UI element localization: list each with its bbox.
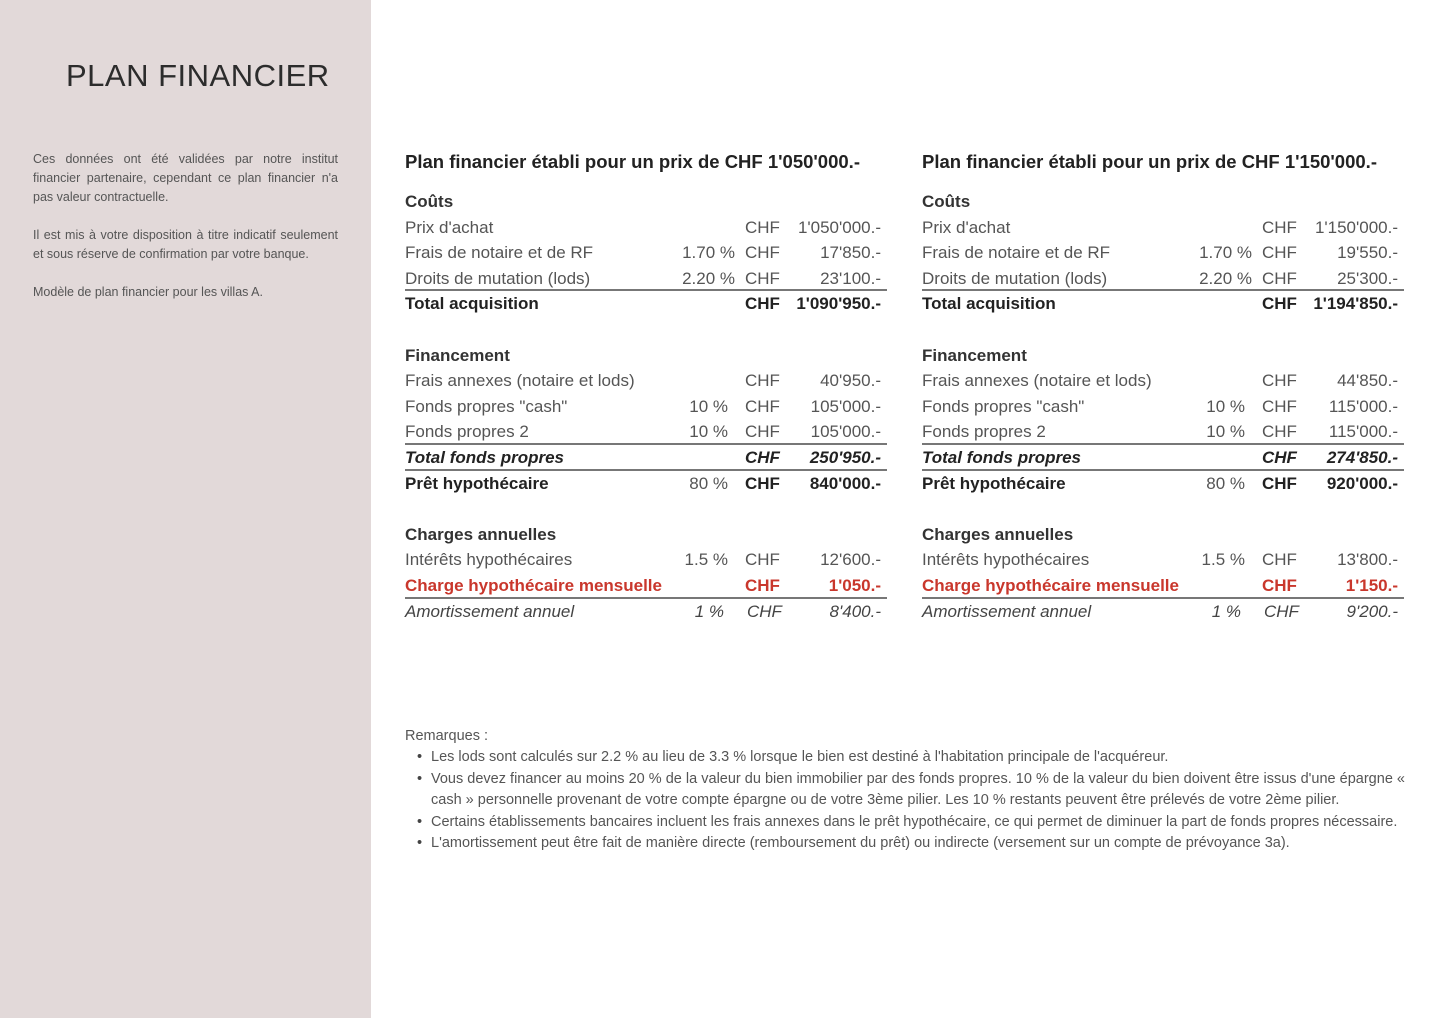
row-percent: 80 % bbox=[689, 473, 728, 493]
row-fonds-propres-cash bbox=[405, 394, 887, 420]
row-total-fonds-propres bbox=[405, 445, 887, 471]
row-amount: 274'850.- bbox=[1326, 447, 1398, 467]
row-currency: CHF bbox=[745, 371, 780, 391]
row-droits-mutation bbox=[405, 266, 887, 292]
row-amount: 840'000.- bbox=[809, 473, 881, 493]
row-amount: 250'950.- bbox=[809, 447, 881, 467]
row-amount: 1'150.- bbox=[1345, 575, 1398, 595]
row-percent: 1 % bbox=[694, 601, 724, 621]
plan-title: Plan financier établi pour un prix de CHF 1'050'000.- bbox=[405, 151, 860, 172]
remark-item: • Les lods sont calculés sur 2.2 % au lieu de 3.3 % lorsque le bien est destiné à l'habitation principale de l'acquéreur. bbox=[431, 747, 1405, 768]
row-total-acquisition bbox=[922, 291, 1404, 317]
row-frais-annexes bbox=[405, 368, 887, 394]
row-amount: 19'550.- bbox=[1337, 243, 1398, 263]
row-amortissement bbox=[922, 599, 1404, 625]
row-percent: 1.70 % bbox=[1199, 243, 1252, 263]
row-frais-notaire bbox=[405, 240, 887, 266]
remarks-list bbox=[405, 747, 1405, 854]
row-fonds-propres-2 bbox=[922, 419, 1404, 445]
row-label: Intérêts hypothécaires bbox=[922, 550, 1090, 570]
row-amount: 23'100.- bbox=[820, 268, 881, 288]
remark-item: • Certains établissements bancaires incluent les frais annexes dans le prêt hypothécaire, ce qui permet de diminuer la part de fonds propres nécessaire. bbox=[431, 812, 1405, 833]
row-label: Total acquisition bbox=[405, 294, 539, 314]
row-total-acquisition bbox=[405, 291, 887, 317]
row-currency: CHF bbox=[1262, 268, 1297, 288]
row-currency: CHF bbox=[745, 243, 780, 263]
row-label: Prêt hypothécaire bbox=[922, 473, 1066, 493]
row-amount: 1'090'950.- bbox=[796, 294, 881, 314]
row-currency: CHF bbox=[745, 268, 780, 288]
section-couts-heading: Coûts bbox=[922, 192, 971, 211]
row-currency: CHF bbox=[745, 422, 780, 442]
row-amount: 1'050.- bbox=[828, 575, 881, 595]
row-label: Frais de notaire et de RF bbox=[922, 243, 1111, 263]
row-currency: CHF bbox=[1262, 473, 1297, 493]
row-currency: CHF bbox=[745, 447, 780, 467]
row-label: Total fonds propres bbox=[405, 447, 564, 467]
section-financement-heading: Financement bbox=[922, 345, 1027, 365]
row-amount: 25'300.- bbox=[1337, 268, 1398, 288]
row-label: Prêt hypothécaire bbox=[405, 473, 549, 493]
row-currency: CHF bbox=[1264, 601, 1299, 621]
row-currency: CHF bbox=[1262, 217, 1297, 237]
row-percent: 80 % bbox=[1206, 473, 1245, 493]
row-label: Total fonds propres bbox=[922, 447, 1081, 467]
row-amount: 9'200.- bbox=[1346, 601, 1398, 621]
row-label: Fonds propres "cash" bbox=[405, 396, 568, 416]
row-percent: 10 % bbox=[689, 396, 728, 416]
row-label: Prix d'achat bbox=[922, 217, 1011, 237]
row-prix-achat bbox=[922, 215, 1404, 241]
row-interets bbox=[405, 547, 887, 573]
row-amount: 13'800.- bbox=[1337, 550, 1398, 570]
row-frais-notaire bbox=[922, 240, 1404, 266]
row-currency: CHF bbox=[1262, 575, 1297, 595]
row-percent: 1.70 % bbox=[682, 243, 735, 263]
row-currency: CHF bbox=[1262, 371, 1297, 391]
row-amount: 1'150'000.- bbox=[1314, 217, 1398, 237]
row-currency: CHF bbox=[1262, 243, 1297, 263]
row-amount: 105'000.- bbox=[810, 422, 881, 442]
row-fonds-propres-2 bbox=[405, 419, 887, 445]
row-currency: CHF bbox=[1262, 294, 1297, 314]
row-amount: 1'050'000.- bbox=[797, 217, 881, 237]
row-amount: 40'950.- bbox=[820, 371, 881, 391]
sidebar bbox=[0, 0, 371, 1018]
row-currency: CHF bbox=[1262, 396, 1297, 416]
sidebar-paragraph: Il est mis à votre disposition à titre indicatif seulement et sous réserve de confirmation par votre banque. bbox=[33, 228, 338, 261]
row-label: Fonds propres 2 bbox=[922, 422, 1046, 442]
row-amount: 1'194'850.- bbox=[1313, 294, 1398, 314]
row-label: Charge hypothécaire mensuelle bbox=[405, 575, 662, 595]
row-amortissement bbox=[405, 599, 887, 625]
row-currency: CHF bbox=[1262, 550, 1297, 570]
row-amount: 920'000.- bbox=[1326, 473, 1398, 493]
row-label: Amortissement annuel bbox=[922, 601, 1092, 621]
financial-plan-1 bbox=[405, 148, 887, 624]
row-percent: 10 % bbox=[1206, 396, 1245, 416]
row-amount: 115'000.- bbox=[1328, 396, 1398, 416]
plan-title: Plan financier établi pour un prix de CHF 1'150'000.- bbox=[922, 151, 1377, 172]
row-currency: CHF bbox=[745, 575, 780, 595]
remarks bbox=[405, 726, 1405, 854]
row-droits-mutation bbox=[922, 266, 1404, 292]
row-currency: CHF bbox=[745, 217, 780, 237]
row-charge-mensuelle bbox=[405, 573, 887, 599]
row-label: Fonds propres "cash" bbox=[922, 396, 1085, 416]
row-currency: CHF bbox=[1262, 447, 1297, 467]
row-currency: CHF bbox=[745, 550, 780, 570]
row-frais-annexes bbox=[922, 368, 1404, 394]
row-charge-mensuelle bbox=[922, 573, 1404, 599]
section-financement-heading: Financement bbox=[405, 345, 510, 365]
row-label: Fonds propres 2 bbox=[405, 422, 529, 442]
row-label: Droits de mutation (lods) bbox=[922, 268, 1108, 288]
row-currency: CHF bbox=[745, 294, 780, 314]
row-currency: CHF bbox=[747, 601, 782, 621]
section-couts-heading: Coûts bbox=[405, 192, 454, 211]
row-label: Frais de notaire et de RF bbox=[405, 243, 594, 263]
row-label: Total acquisition bbox=[922, 294, 1056, 314]
remark-item: • L'amortissement peut être fait de manière directe (remboursement du prêt) ou indirecte (versement sur un compte de prévoyance 3a). bbox=[431, 833, 1405, 854]
row-amount: 105'000.- bbox=[810, 396, 881, 416]
row-pret-hypothecaire bbox=[405, 471, 887, 497]
row-percent: 1.5 % bbox=[684, 550, 728, 570]
row-label: Prix d'achat bbox=[405, 217, 494, 237]
row-percent: 10 % bbox=[689, 422, 728, 442]
row-amount: 12'600.- bbox=[820, 550, 881, 570]
row-currency: CHF bbox=[1262, 422, 1297, 442]
sidebar-description bbox=[33, 150, 338, 321]
row-percent: 10 % bbox=[1206, 422, 1245, 442]
remark-item: • Vous devez financer au moins 20 % de la valeur du bien immobilier par des fonds propres. 10 % de la valeur du bien doivent être issus d'une épargne « cash » personnelle provenant de votre compte épargne ou de votre 3ème pilier. Les 10 % restants peuvent être prélevés de votre 2ème pilier. bbox=[431, 769, 1405, 812]
row-percent: 1 % bbox=[1211, 601, 1241, 621]
financial-plan-2 bbox=[922, 148, 1404, 624]
sidebar-paragraph: Ces données ont été validées par notre institut financier partenaire, cependant ce plan financier n'a pas valeur contractuelle. bbox=[33, 152, 338, 204]
row-prix-achat bbox=[405, 215, 887, 241]
row-interets bbox=[922, 547, 1404, 573]
remarks-title: Remarques : bbox=[405, 728, 489, 744]
row-label: Frais annexes (notaire et lods) bbox=[405, 371, 635, 391]
row-amount: 44'850.- bbox=[1337, 371, 1398, 391]
row-label: Intérêts hypothécaires bbox=[405, 550, 573, 570]
row-currency: CHF bbox=[745, 396, 780, 416]
row-amount: 115'000.- bbox=[1328, 422, 1398, 442]
row-percent: 2.20 % bbox=[682, 268, 735, 288]
row-fonds-propres-cash bbox=[922, 394, 1404, 420]
row-amount: 17'850.- bbox=[820, 243, 881, 263]
row-currency: CHF bbox=[745, 473, 780, 493]
page-title: PLAN FINANCIER bbox=[66, 58, 330, 93]
row-label: Amortissement annuel bbox=[405, 601, 575, 621]
row-total-fonds-propres bbox=[922, 445, 1404, 471]
row-pret-hypothecaire bbox=[922, 471, 1404, 497]
row-percent: 1.5 % bbox=[1201, 550, 1245, 570]
section-charges-heading: Charges annuelles bbox=[922, 524, 1074, 544]
row-label: Frais annexes (notaire et lods) bbox=[922, 371, 1152, 391]
row-label: Charge hypothécaire mensuelle bbox=[922, 575, 1179, 595]
row-label: Droits de mutation (lods) bbox=[405, 268, 591, 288]
row-percent: 2.20 % bbox=[1199, 268, 1252, 288]
section-charges-heading: Charges annuelles bbox=[405, 524, 557, 544]
sidebar-paragraph: Modèle de plan financier pour les villas A. bbox=[33, 285, 263, 299]
row-amount: 8'400.- bbox=[829, 601, 881, 621]
